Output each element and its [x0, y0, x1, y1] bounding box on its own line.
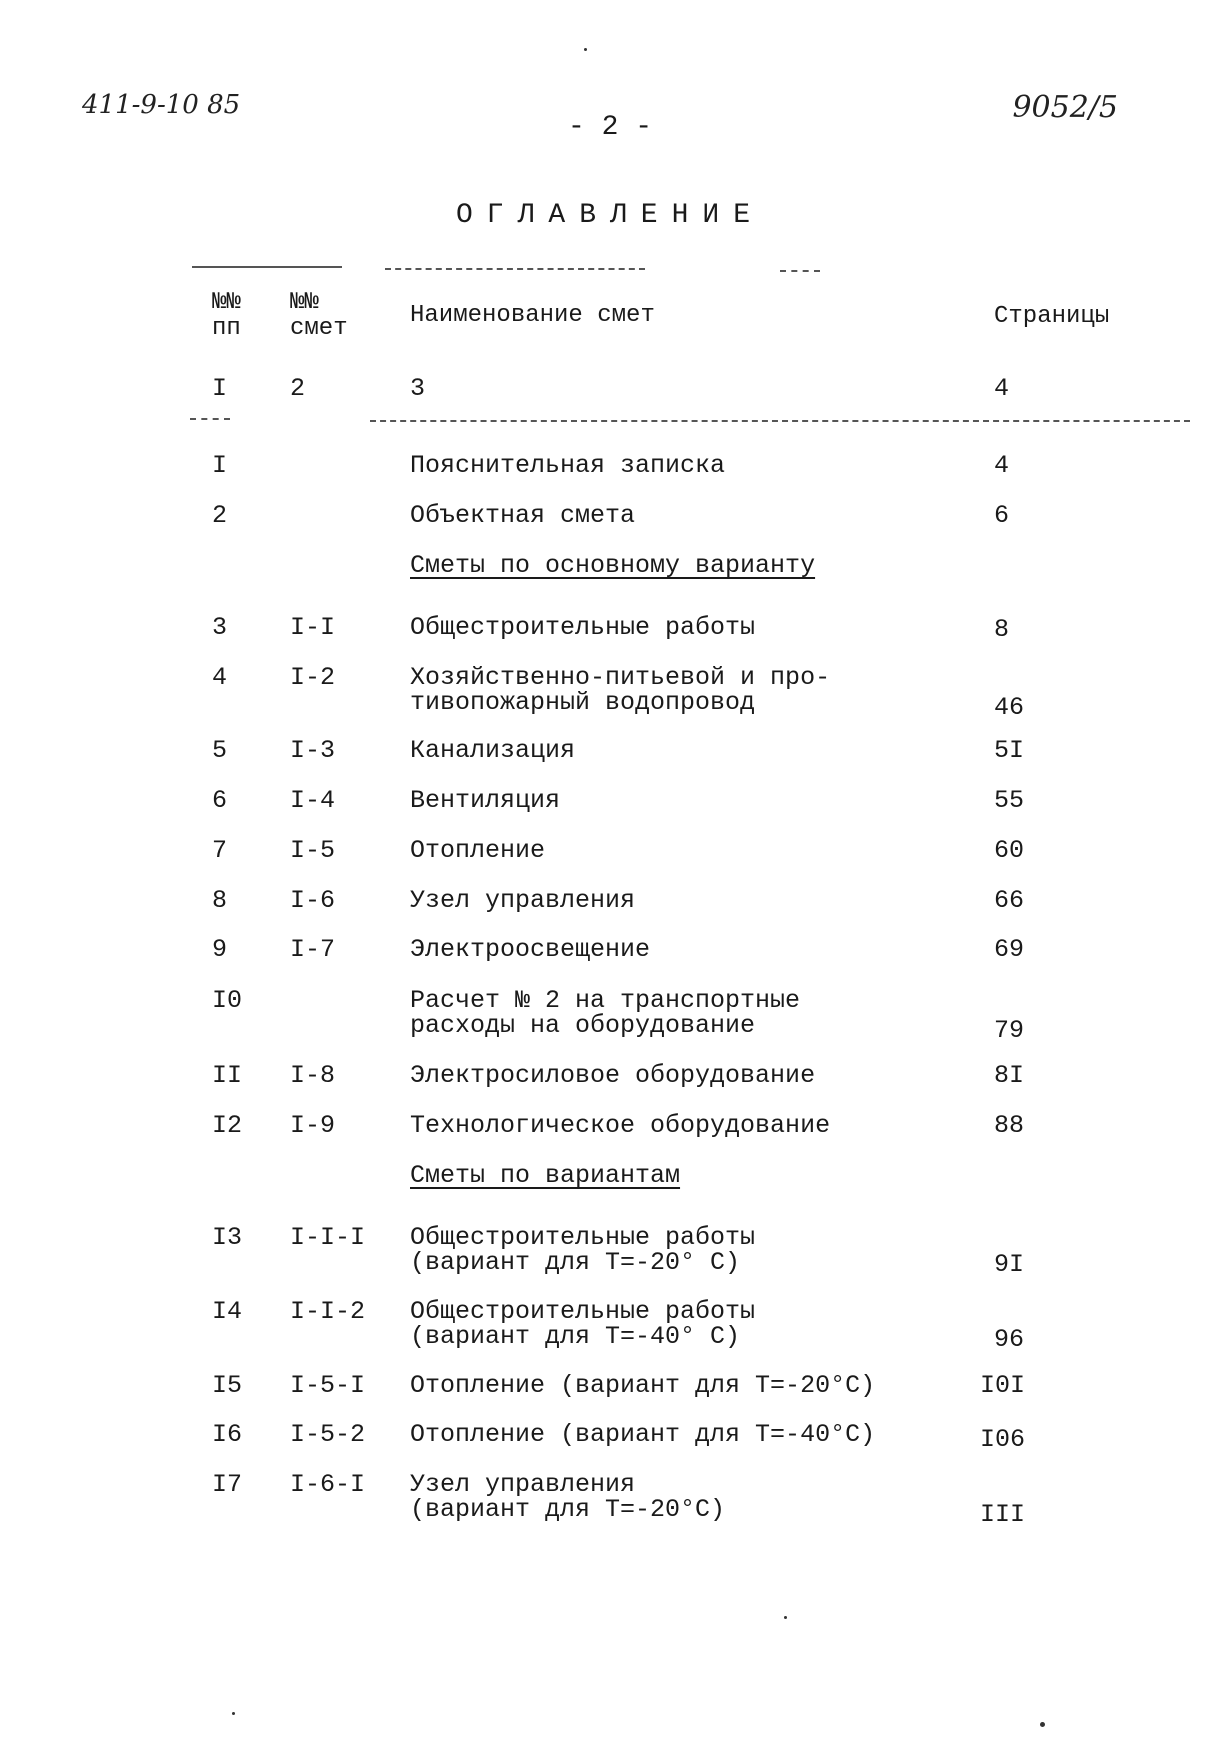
- row-code: I-7: [290, 935, 336, 964]
- row-code: I-8: [290, 1061, 336, 1090]
- row-page: III: [980, 1500, 1026, 1529]
- row-name: Электросиловое оборудование: [410, 1061, 816, 1090]
- row-name: Общестроительные работы: [410, 613, 756, 642]
- scan-speck: [584, 48, 587, 51]
- row-code: I-I-I: [290, 1223, 366, 1252]
- row-name: Хозяйственно-питьевой и про- тивопожарный водопровод: [410, 663, 831, 717]
- row-page: 8: [994, 615, 1010, 644]
- row-no: I7: [212, 1470, 243, 1499]
- row-code: I-6-I: [290, 1470, 366, 1499]
- row-name: Пояснительная записка: [410, 451, 726, 480]
- row-code: I-3: [290, 736, 336, 765]
- row-name: Канализация: [410, 736, 576, 765]
- row-page: 60: [994, 836, 1025, 865]
- page-title: ОГЛАВЛЕНИЕ: [455, 200, 765, 231]
- row-code: I-6: [290, 886, 336, 915]
- page-number: - 2 -: [567, 112, 652, 143]
- row-page: I06: [980, 1425, 1026, 1454]
- row-no: 6: [212, 786, 228, 815]
- row-no: 9: [212, 935, 228, 964]
- row-page: 46: [994, 693, 1025, 722]
- row-code: I-9: [290, 1111, 336, 1140]
- row-no: 4: [212, 663, 228, 692]
- row-page: 6: [994, 501, 1010, 530]
- header-code: №№ смет: [290, 289, 348, 342]
- row-page: 79: [994, 1016, 1025, 1045]
- row-page: 9I: [994, 1250, 1025, 1279]
- row-code: I-I-2: [290, 1297, 366, 1326]
- row-code: I-I: [290, 613, 336, 642]
- header-no: №№ пп: [212, 289, 241, 342]
- row-no: I5: [212, 1371, 243, 1400]
- rule-top: [192, 266, 342, 268]
- row-no: I2: [212, 1111, 243, 1140]
- row-no: 7: [212, 836, 228, 865]
- row-no: I: [212, 451, 228, 480]
- row-code: I-5-I: [290, 1371, 366, 1400]
- colnum-no: I: [212, 374, 228, 403]
- row-no: I4: [212, 1297, 243, 1326]
- row-page: 88: [994, 1111, 1025, 1140]
- row-page: 66: [994, 886, 1025, 915]
- row-code: I-5-2: [290, 1420, 366, 1449]
- document-code-handwritten: 411-9-10 85: [82, 90, 241, 120]
- row-name: Технологическое оборудование: [410, 1111, 831, 1140]
- row-no: 2: [212, 501, 228, 530]
- row-page: 69: [994, 935, 1025, 964]
- header-page: Страницы: [994, 303, 1110, 330]
- header-name: Наименование смет: [410, 302, 655, 329]
- row-name: Узел управления: [410, 886, 636, 915]
- row-no: 5: [212, 736, 228, 765]
- colnum-page: 4: [994, 374, 1010, 403]
- row-page: 4: [994, 451, 1010, 480]
- row-name: Расчет № 2 на транспортные расходы на оборудование: [410, 986, 801, 1040]
- row-name: Электроосвещение: [410, 935, 651, 964]
- row-page: 96: [994, 1325, 1025, 1354]
- row-name: Вентиляция: [410, 786, 561, 815]
- rule-bottom: [370, 420, 1190, 422]
- rule-top: [385, 268, 645, 270]
- row-code: I-2: [290, 663, 336, 692]
- row-name: Отопление (вариант для Т=-40°С): [410, 1420, 876, 1449]
- row-no: 3: [212, 613, 228, 642]
- row-name: Общестроительные работы (вариант для Т=-40° С): [410, 1297, 756, 1351]
- scan-speck: [784, 1616, 787, 1619]
- rule-top: [780, 270, 820, 272]
- row-no: I0: [212, 986, 243, 1015]
- row-name: Узел управления (вариант для Т=-20°С): [410, 1470, 726, 1524]
- row-no: I3: [212, 1223, 243, 1252]
- row-page: 5I: [994, 736, 1025, 765]
- colnum-name: 3: [410, 374, 426, 403]
- row-no: I6: [212, 1420, 243, 1449]
- row-no: 8: [212, 886, 228, 915]
- scan-speck: [232, 1712, 235, 1715]
- row-code: I-5: [290, 836, 336, 865]
- section-title: Сметы по вариантам: [410, 1161, 681, 1190]
- row-name: Отопление: [410, 836, 546, 865]
- section-title: Сметы по основному варианту: [410, 551, 816, 580]
- row-name: Общестроительные работы (вариант для Т=-20° С): [410, 1223, 756, 1277]
- row-page: 55: [994, 786, 1025, 815]
- row-page: I0I: [980, 1371, 1026, 1400]
- row-no: II: [212, 1061, 243, 1090]
- sheet-number-handwritten: 9052/5: [1012, 90, 1118, 125]
- row-code: I-4: [290, 786, 336, 815]
- colnum-code: 2: [290, 374, 306, 403]
- rule-bottom: [190, 418, 230, 420]
- scan-speck: [1040, 1722, 1045, 1727]
- row-name: Отопление (вариант для Т=-20°С): [410, 1371, 876, 1400]
- row-page: 8I: [994, 1061, 1025, 1090]
- row-name: Объектная смета: [410, 501, 636, 530]
